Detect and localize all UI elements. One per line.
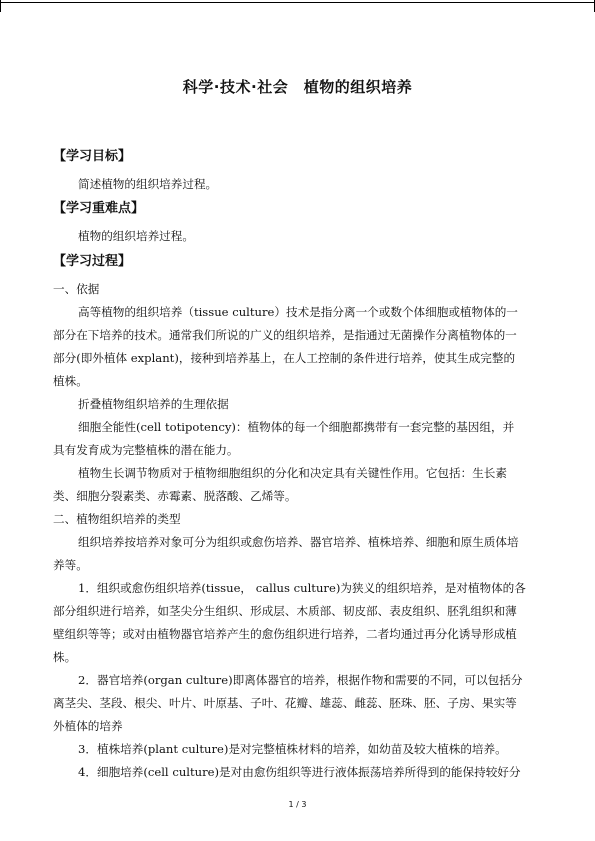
body-line: 部分(即外植体 explant)，接种到培养基上，在人工控制的条件进行培养，使其生成完整的 [53,351,516,365]
heading-key-points: 【学习重难点】 [53,201,145,216]
body-line: 养等。 [53,558,88,572]
heading-learning-objectives: 【学习目标】 [53,149,132,164]
body-line: 壁组织等等；或对由植物器官培养产生的愈伤组织进行培养，二者均通过再分化诱导形成植 [53,627,517,641]
key-point-text: 植物的组织培养过程。 [78,229,194,243]
list-item: 1．组织或愈伤组织培养(tissue， callus culture)为狭义的组织培养，是对植物体的各 [78,581,526,595]
body-line: 高等植物的组织培养（tissue culture）技术是指分离一个或数个体细胞或植物体的一 [78,305,518,319]
body-line: 株。 [53,650,77,664]
body-line: 植物生长调节物质对于植物细胞组织的分化和决定具有关键性作用。它包括：生长素 [78,466,507,480]
list-item: 3．植株培养(plant culture)是对完整植株材料的培养，如幼苗及较大植株的培养。 [78,742,507,756]
heading-learning-process: 【学习过程】 [53,254,132,269]
body-line: 类、细胞分裂素类、赤霉素、脱落酸、乙烯等。 [53,489,297,503]
list-item: 4．细胞培养(cell culture)是对由愈伤组织等进行液体振荡培养所得到的能保持较好分 [78,765,521,779]
list-item: 2．器官培养(organ culture)即离体器官的培养，根据作物和需要的不同，可以包括分 [78,673,523,687]
body-line: 植株。 [53,374,88,388]
body-line: 细胞全能性(cell totipotency)：植物体的每一个细胞都携带有一套完整的基因组，并 [78,420,515,434]
page-number: 1 / 3 [288,800,307,809]
body-line: 部分组织进行培养，如茎尖分生组织、形成层、木质部、韧皮部、表皮组织、胚乳组织和薄 [53,604,517,618]
body-line: 组织培养按培养对象可分为组织或愈伤培养、器官培养、植株培养、细胞和原生质体培 [78,535,519,549]
header-rule-left-tick [0,0,1,12]
objective-text: 简述植物的组织培养过程。 [78,177,218,191]
body-line: 部分在下培养的技术。通常我们所说的广义的组织培养，是指通过无菌操作分离植物体的一 [53,328,517,342]
body-line: 外植体的培养 [53,719,123,733]
section-heading-basis: 一、依据 [53,282,100,296]
header-rule [0,2,595,3]
section-heading-culture-types: 二、植物组织培养的类型 [53,512,181,526]
body-line: 折叠植物组织培养的生理依据 [78,397,229,411]
body-line: 具有发育成为完整植株的潜在能力。 [53,443,239,457]
page-title: 科学·技术·社会 植物的组织培养 [182,78,413,96]
body-line: 离茎尖、茎段、根尖、叶片、叶原基、子叶、花瓣、雄蕊、雌蕊、胚珠、胚、子房、果实等 [53,696,517,710]
